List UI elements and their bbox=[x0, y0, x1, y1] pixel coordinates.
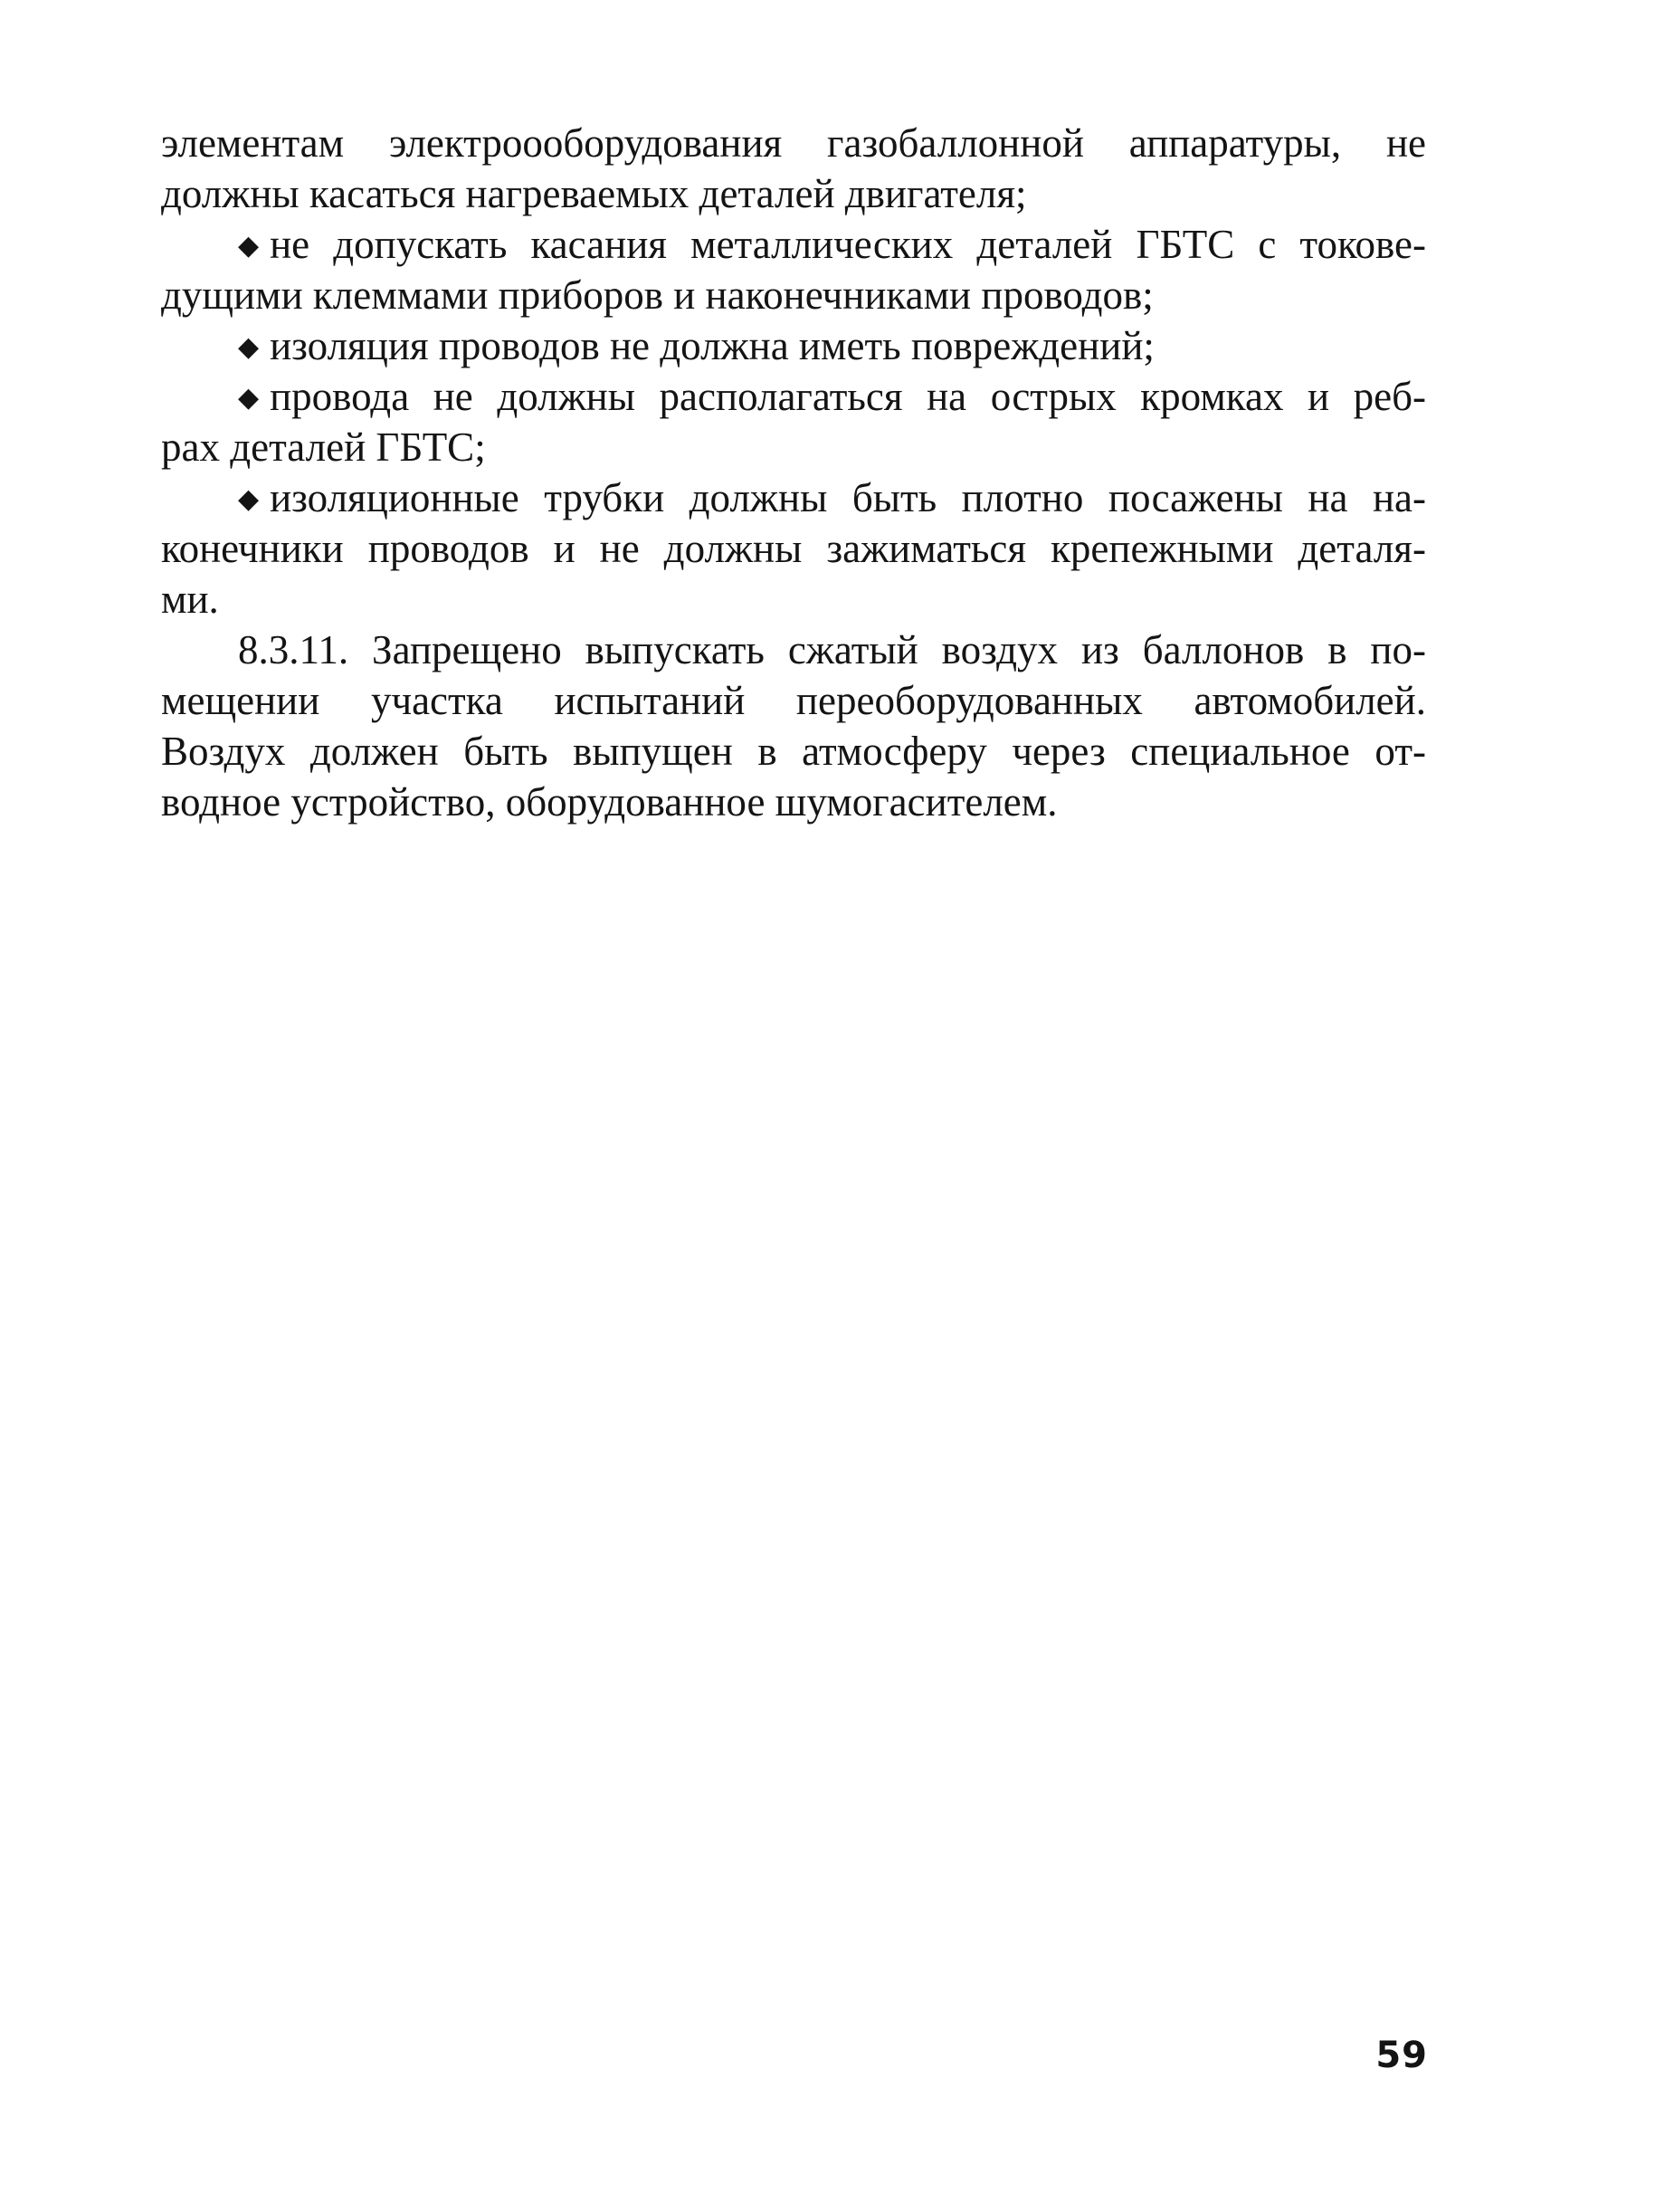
text-line: мещении участка испытаний переоборудованных автомобилей. bbox=[161, 678, 1426, 723]
diamond-bullet-icon: ◆ bbox=[238, 231, 260, 261]
text-line: Воздух должен быть выпущен в атмосферу через специальное от- bbox=[161, 729, 1426, 774]
paragraph-line: 8.3.11. Запрещено выпускать сжатый воздух из баллонов в по- bbox=[238, 627, 1426, 672]
body-text bbox=[161, 118, 1426, 827]
text-line: рах деталей ГБТС; bbox=[161, 424, 486, 470]
diamond-bullet-icon: ◆ bbox=[238, 484, 260, 514]
text-line: ми. bbox=[161, 577, 219, 622]
diamond-bullet-icon: ◆ bbox=[238, 332, 260, 362]
diamond-bullet-icon: ◆ bbox=[238, 383, 260, 413]
text-line: элементам электроооборудования газобаллонной аппаратуры, не bbox=[161, 120, 1426, 166]
text-line: дущими клеммами приборов и наконечниками проводов; bbox=[161, 272, 1154, 318]
bullet-line: ◆ изоляционные трубки должны быть плотно посажены на на- bbox=[161, 472, 1426, 523]
bullet-line: ◆ не допускать касания металлических деталей ГБТС с токове- bbox=[161, 219, 1426, 270]
bullet-line: ◆ изоляция проводов не должна иметь повреждений; bbox=[161, 320, 1426, 371]
text-line: водное устройство, оборудованное шумогасителем. bbox=[161, 779, 1058, 825]
page-number: 59 bbox=[1375, 2035, 1428, 2076]
text-line: должны касаться нагреваемых деталей двигателя; bbox=[161, 171, 1027, 216]
bullet-line: ◆ провода не должны располагаться на острых кромках и реб- bbox=[161, 371, 1426, 422]
text-line: конечники проводов и не должны зажиматься крепежными деталя- bbox=[161, 526, 1426, 571]
